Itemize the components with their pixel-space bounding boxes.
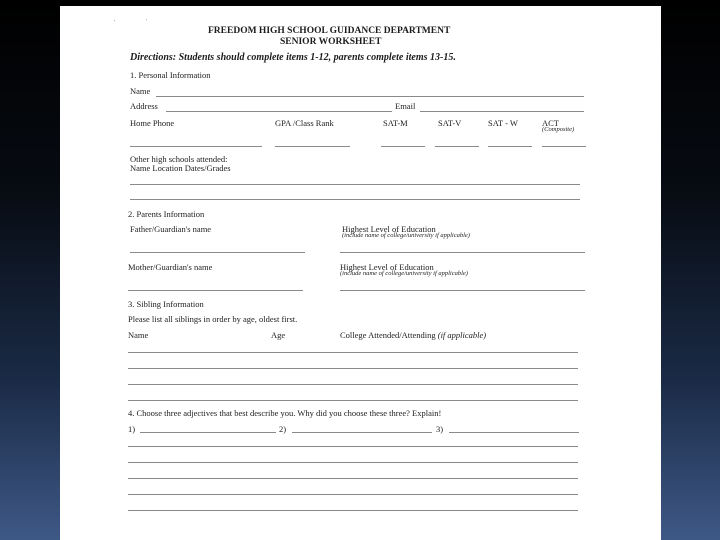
mother-name-label: Mother/Guardian's name — [128, 262, 213, 272]
explanation-line[interactable] — [128, 478, 578, 479]
scan-mark: ' — [114, 20, 116, 26]
worksheet-page — [60, 6, 661, 540]
adjective-2-field[interactable] — [292, 432, 432, 433]
worksheet-title: FREEDOM HIGH SCHOOL GUIDANCE DEPARTMENT — [208, 26, 451, 36]
gpa-field[interactable] — [275, 146, 350, 147]
name-field[interactable] — [156, 96, 584, 97]
mother-name-field[interactable] — [128, 290, 303, 291]
email-field[interactable] — [420, 111, 584, 112]
sat-w-field[interactable] — [488, 146, 532, 147]
other-schools-field[interactable] — [130, 184, 580, 185]
explanation-line[interactable] — [128, 494, 578, 495]
adjective-3-field[interactable] — [449, 432, 579, 433]
act-field[interactable] — [542, 146, 586, 147]
sat-v-label: SAT-V — [438, 118, 462, 128]
sibling-row-line[interactable] — [128, 368, 578, 369]
father-education-label: Highest Level of Education — [342, 224, 436, 234]
father-name-label: Father/Guardian's name — [130, 224, 212, 234]
sat-v-field[interactable] — [435, 146, 479, 147]
scan-mark: ' — [146, 19, 148, 25]
sat-w-label: SAT - W — [488, 118, 518, 128]
home-phone-field[interactable] — [130, 146, 262, 147]
home-phone-label: Home Phone — [130, 118, 175, 128]
explanation-line[interactable] — [128, 510, 578, 511]
other-schools-field[interactable] — [130, 199, 580, 200]
personal-info-heading: 1. Personal Information — [130, 70, 211, 80]
sibling-row-line[interactable] — [128, 400, 578, 401]
sibling-name-column: Name — [128, 330, 149, 340]
sibling-row-line[interactable] — [128, 352, 578, 353]
gpa-label: GPA /Class Rank — [275, 118, 334, 128]
adjective-1-field[interactable] — [140, 432, 276, 433]
father-education-note: (include name of college/university if applicable) — [342, 232, 470, 239]
directions-text: Directions: Students should complete items 1-12, parents complete items 13-15. — [130, 52, 456, 63]
act-label: ACT — [542, 118, 559, 128]
adjective-1-label: 1) — [128, 424, 136, 434]
sat-m-field[interactable] — [381, 146, 425, 147]
name-label: Name — [130, 86, 151, 96]
other-schools-label: Other high schools attended: — [130, 154, 228, 164]
parents-info-heading: 2. Parents Information — [128, 209, 205, 219]
sibling-instruction: Please list all siblings in order by age, oldest first. — [128, 314, 298, 324]
adjective-3-label: 3) — [436, 424, 444, 434]
sibling-age-column: Age — [271, 330, 286, 340]
father-education-field[interactable] — [340, 252, 585, 253]
sibling-info-heading: 3. Sibling Information — [128, 299, 204, 309]
adjective-2-label: 2) — [279, 424, 287, 434]
father-name-field[interactable] — [130, 252, 305, 253]
address-field[interactable] — [166, 111, 392, 112]
mother-education-note: (include name of college/university if applicable) — [340, 270, 468, 277]
other-schools-columns: Name Location Dates/Grades — [130, 163, 231, 173]
sibling-college-column: College Attended/Attending (if applicable) — [340, 330, 487, 340]
address-label: Address — [130, 101, 158, 111]
explanation-line[interactable] — [128, 462, 578, 463]
sibling-row-line[interactable] — [128, 384, 578, 385]
explanation-line[interactable] — [128, 446, 578, 447]
sat-m-label: SAT-M — [383, 118, 408, 128]
mother-education-label: Highest Level of Education — [340, 262, 434, 272]
worksheet-subtitle: SENIOR WORKSHEET — [280, 37, 382, 47]
mother-education-field[interactable] — [340, 290, 585, 291]
email-label: Email — [395, 101, 416, 111]
adjectives-question: 4. Choose three adjectives that best describe you. Why did you choose these three? Explain! — [128, 408, 442, 418]
act-note: (Composite) — [542, 126, 575, 133]
